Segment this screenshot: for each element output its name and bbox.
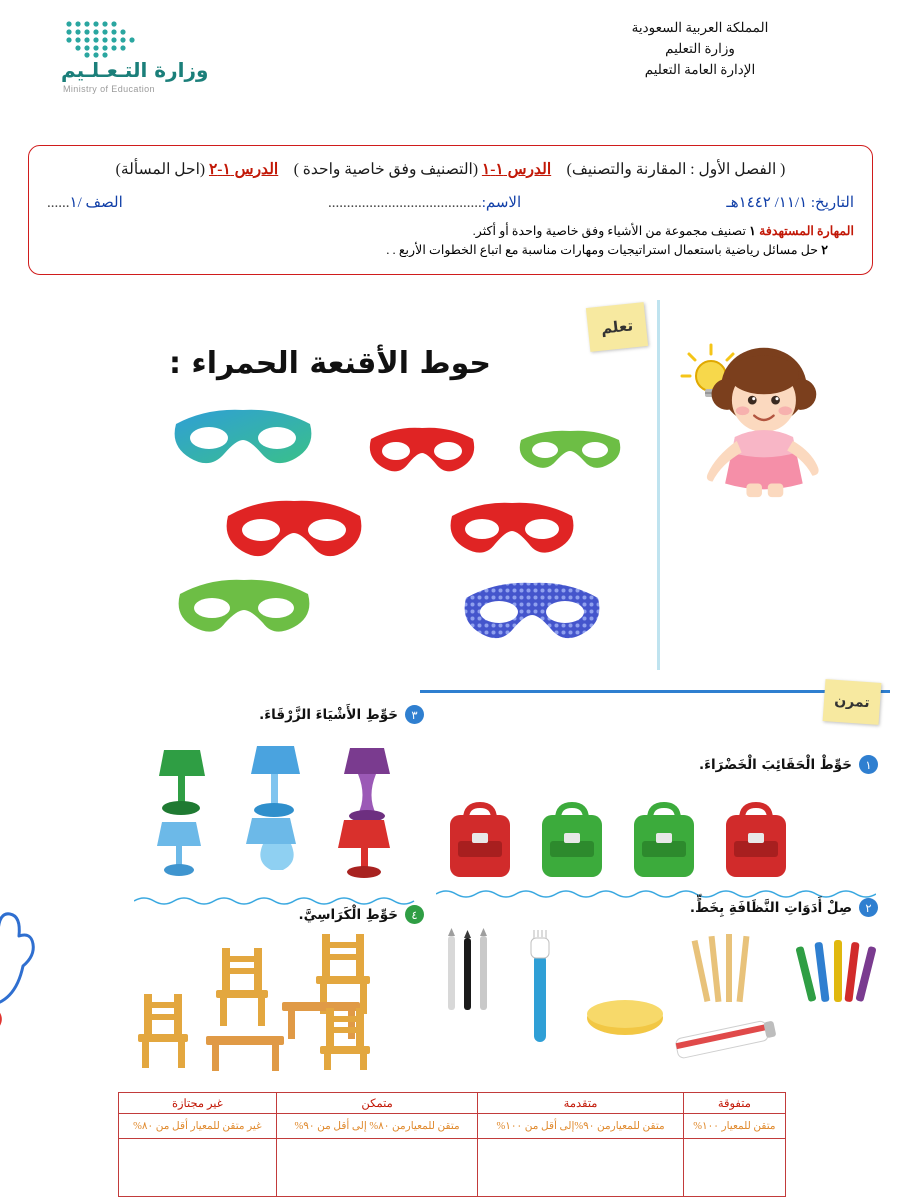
learn-tab-label: تعلم: [586, 302, 648, 352]
ministry-logo: [55, 18, 240, 98]
grade-label: الصف /١: [69, 195, 123, 211]
rubric-blank-row[interactable]: [119, 1139, 786, 1197]
rubric-criteria-3: متقن للمعيارمن ٨٠% إلى أقل من ٩٠%: [276, 1114, 478, 1139]
practice-section: [0, 690, 900, 1070]
skill-1-num: ١: [749, 224, 756, 238]
ministry-line-2: وزارة التعليم: [665, 40, 735, 56]
target-skills: [47, 222, 854, 260]
question-2: [690, 898, 878, 917]
mask-green-large: [176, 578, 312, 640]
practice-right-column: [420, 690, 890, 1065]
mask-red-small: [368, 425, 476, 481]
skill-row-2: [47, 241, 854, 260]
student-fields-row: [47, 193, 854, 212]
rubric-table: [118, 1092, 786, 1197]
lesson-1-link[interactable]: الدرس ١-١: [481, 161, 552, 178]
skill-2-num: ٢: [821, 242, 828, 257]
question-4-text: حَوِّطِ الْكَرَاسِيَّ.: [298, 906, 398, 923]
rubric-criteria-1: متقن للمعيار ١٠٠%: [683, 1114, 785, 1139]
question-3-text: حَوِّطِ الأَشْيَاءَ الزَّرْقَاءَ.: [259, 706, 398, 723]
name-blank: .........................................: [327, 195, 482, 211]
practice-tab-label: تمرن: [823, 679, 882, 725]
bags-group: [436, 793, 876, 883]
ministry-line-1: المملكة العربية السعودية: [631, 20, 769, 35]
chapter-lesson-line: [47, 160, 854, 179]
lesson-info-box: [28, 145, 873, 275]
name-label: الاسم:: [481, 195, 522, 211]
rubric-header-3: متمكن: [276, 1093, 478, 1114]
girl-illustration: [676, 340, 846, 500]
cleaning-tools-illustration: [430, 928, 880, 1063]
lamps-illustration: [122, 740, 422, 890]
date-label: التاريخ:: [810, 195, 854, 211]
question-3: [259, 705, 424, 724]
ministry-heading: [560, 18, 840, 81]
question-2-number: ٢: [859, 898, 878, 917]
lesson-2-desc: (احل المسألة): [115, 161, 206, 178]
mask-blue-green: [172, 408, 314, 470]
skill-row-1: [47, 222, 854, 241]
rubric-header-4: غير مجتازة: [119, 1093, 277, 1114]
logo-english-text: Ministry of Education: [63, 84, 155, 94]
ministry-line-3: الإدارة العامة التعليم: [644, 61, 756, 77]
question-3-number: ٣: [405, 705, 424, 724]
date-field: [726, 193, 854, 212]
logo-arabic-text: وزارة التـعـلـيم: [61, 58, 209, 82]
mask-blue-patterned: [462, 580, 602, 646]
rubric-header-row: [119, 1093, 786, 1114]
logo-dots-icon: [63, 18, 163, 58]
chairs-tables-illustration: [126, 932, 426, 1072]
chapter-title: ( الفصل الأول : المقارنة والتصنيف): [566, 161, 786, 178]
question-4: [298, 905, 424, 924]
page-header: [0, 0, 900, 118]
question-1-text: حَوِّطْ الْحَقَائِبَ الْخَضْرَاءَ.: [699, 756, 852, 773]
mask-red-large-left: [224, 498, 364, 564]
mask-red-large-right: [448, 500, 576, 562]
rubric-criteria-4: غير متقن للمعيار أقل من ٨٠%: [119, 1114, 277, 1139]
skills-label: المهارة المستهدفة: [759, 224, 854, 238]
lesson-2-link[interactable]: الدرس ١-٢: [208, 161, 279, 178]
rubric-blank-2[interactable]: [478, 1139, 683, 1197]
rubric-blank-3[interactable]: [276, 1139, 478, 1197]
question-2-text: صِلْ أَدَوَاتِ النَّظَافَةِ بِخَطٍّ.: [689, 899, 852, 916]
name-field[interactable]: [328, 193, 521, 212]
rubric-header-1: متفوقة: [683, 1093, 785, 1114]
rubric-criteria-2: متقن للمعيارمن ٩٠%إلى أقل من ١٠٠%: [478, 1114, 683, 1139]
question-1-number: ١: [859, 755, 878, 774]
date-value: ١١/١/ ١٤٤٢هـ: [726, 195, 808, 211]
question-4-number: ٤: [405, 905, 424, 924]
grade-blank: ......: [47, 195, 70, 211]
rubric-blank-1[interactable]: [683, 1139, 785, 1197]
grade-field[interactable]: [47, 193, 123, 212]
mask-green-small: [518, 428, 622, 476]
rubric-header-2: متقدمة: [478, 1093, 683, 1114]
rubric-criteria-row: [119, 1114, 786, 1139]
skill-2-text: حل مسائل رياضية باستعمال استراتيجيات ومهارات مناسبة مع اتباع الخطوات الأربع . .: [386, 242, 819, 257]
question-1: [699, 755, 878, 774]
hand-heart-mascot: [0, 900, 40, 1070]
lesson-1-desc: (التصنيف وفق خاصية واحدة ): [293, 161, 479, 178]
practice-left-column: [10, 700, 430, 1065]
skill-1-text: تصنيف مجموعة من الأشياء وفق خاصية واحدة أو أكثر.: [472, 224, 746, 238]
rubric-blank-4[interactable]: [119, 1139, 277, 1197]
learn-instruction: حوط الأقنعة الحمراء :: [168, 346, 492, 381]
bags-illustration: [436, 793, 876, 883]
